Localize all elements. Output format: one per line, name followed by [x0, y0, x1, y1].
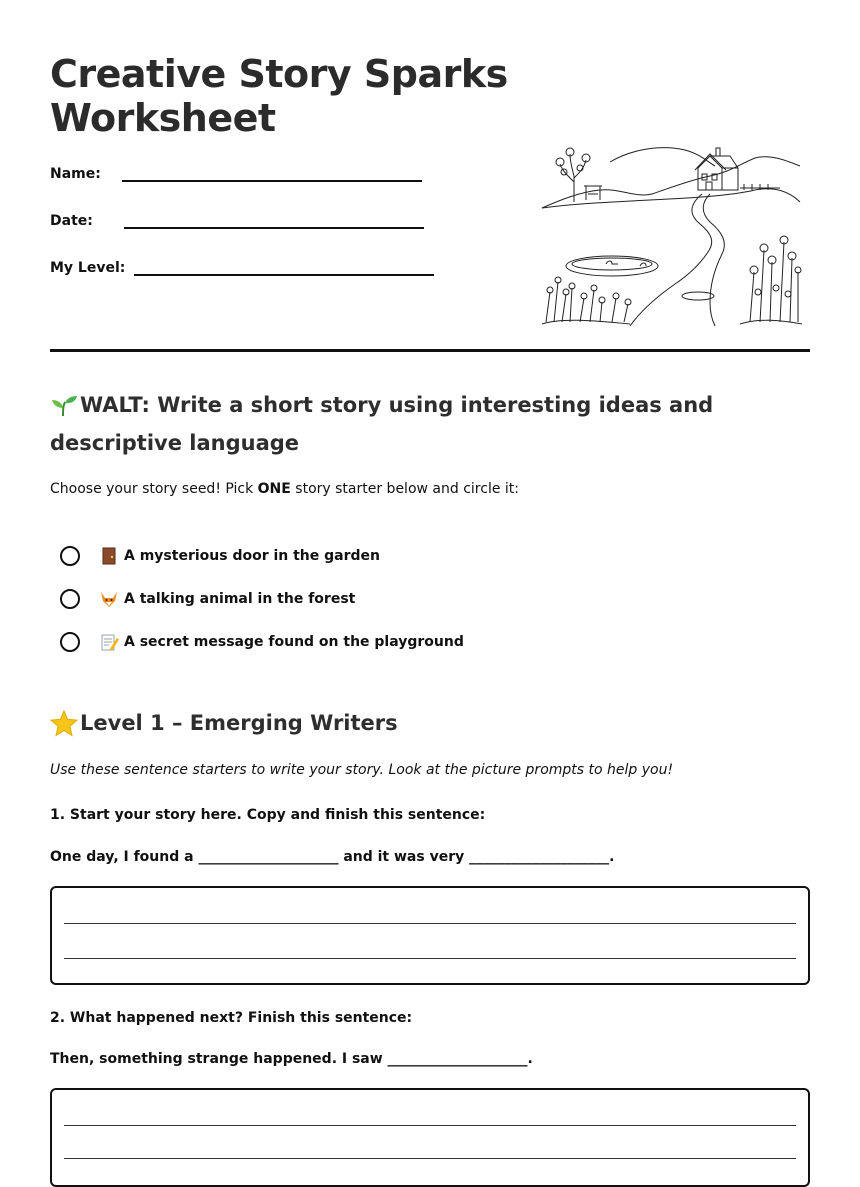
seedling-icon: [50, 394, 80, 418]
memo-icon: [98, 633, 120, 651]
story-option[interactable]: [60, 632, 464, 652]
name-label: Name:: [50, 166, 101, 182]
option-label: A secret message found on the playground: [124, 634, 464, 650]
date-field[interactable]: [50, 213, 424, 229]
fox-icon: [98, 590, 120, 608]
door-icon: [98, 547, 120, 565]
countryside-illustration: [540, 142, 802, 328]
title-line-1: Creative Story Sparks: [50, 52, 508, 96]
question-1-sentence: One day, I found a ____________________ and it was very ____________________.: [50, 849, 615, 865]
story-option[interactable]: [60, 546, 380, 566]
date-line[interactable]: [124, 227, 424, 229]
instructions-before: Choose your story seed! Pick: [50, 481, 258, 497]
tree-icon: [556, 148, 590, 202]
option-radio[interactable]: [60, 589, 80, 609]
writing-line: [64, 958, 796, 959]
star-icon: [50, 710, 80, 738]
option-radio[interactable]: [60, 546, 80, 566]
flowers-right-icon: [740, 236, 802, 324]
writing-line: [64, 1158, 796, 1159]
name-line[interactable]: [122, 180, 422, 182]
level-label: My Level:: [50, 260, 126, 276]
option-radio[interactable]: [60, 632, 80, 652]
date-label: Date:: [50, 213, 93, 229]
answer-box-2[interactable]: [50, 1088, 810, 1187]
walt-heading: [50, 386, 810, 462]
walt-line-2: descriptive language: [50, 431, 300, 455]
level1-intro: Use these sentence starters to write your story. Look at the picture prompts to help you!: [50, 762, 674, 778]
question-2-title: 2. What happened next? Finish this sentence:: [50, 1010, 413, 1026]
level-line[interactable]: [134, 274, 434, 276]
name-field[interactable]: [50, 166, 422, 182]
level-field[interactable]: [50, 260, 434, 276]
writing-line: [64, 923, 796, 924]
question-1-title: 1. Start your story here. Copy and finish this sentence:: [50, 807, 486, 823]
option-label: A talking animal in the forest: [124, 591, 356, 607]
story-option[interactable]: [60, 589, 355, 609]
writing-line: [64, 1125, 796, 1126]
level1-heading-text: Level 1 – Emerging Writers: [80, 711, 398, 735]
instructions-text: [50, 481, 519, 497]
title-line-2: Worksheet: [50, 96, 276, 140]
header-divider: [50, 349, 810, 352]
instructions-after: story starter below and circle it:: [290, 481, 519, 497]
worksheet-title: [50, 52, 508, 140]
flowers-left-icon: [542, 277, 631, 324]
walt-line-1: WALT: Write a short story using interesting ideas and: [80, 393, 714, 417]
answer-box-1[interactable]: [50, 886, 810, 985]
instructions-emphasis: ONE: [257, 481, 291, 497]
question-2-sentence: Then, something strange happened. I saw ____________________.: [50, 1051, 533, 1067]
level1-heading: [50, 704, 398, 742]
option-label: A mysterious door in the garden: [124, 548, 380, 564]
